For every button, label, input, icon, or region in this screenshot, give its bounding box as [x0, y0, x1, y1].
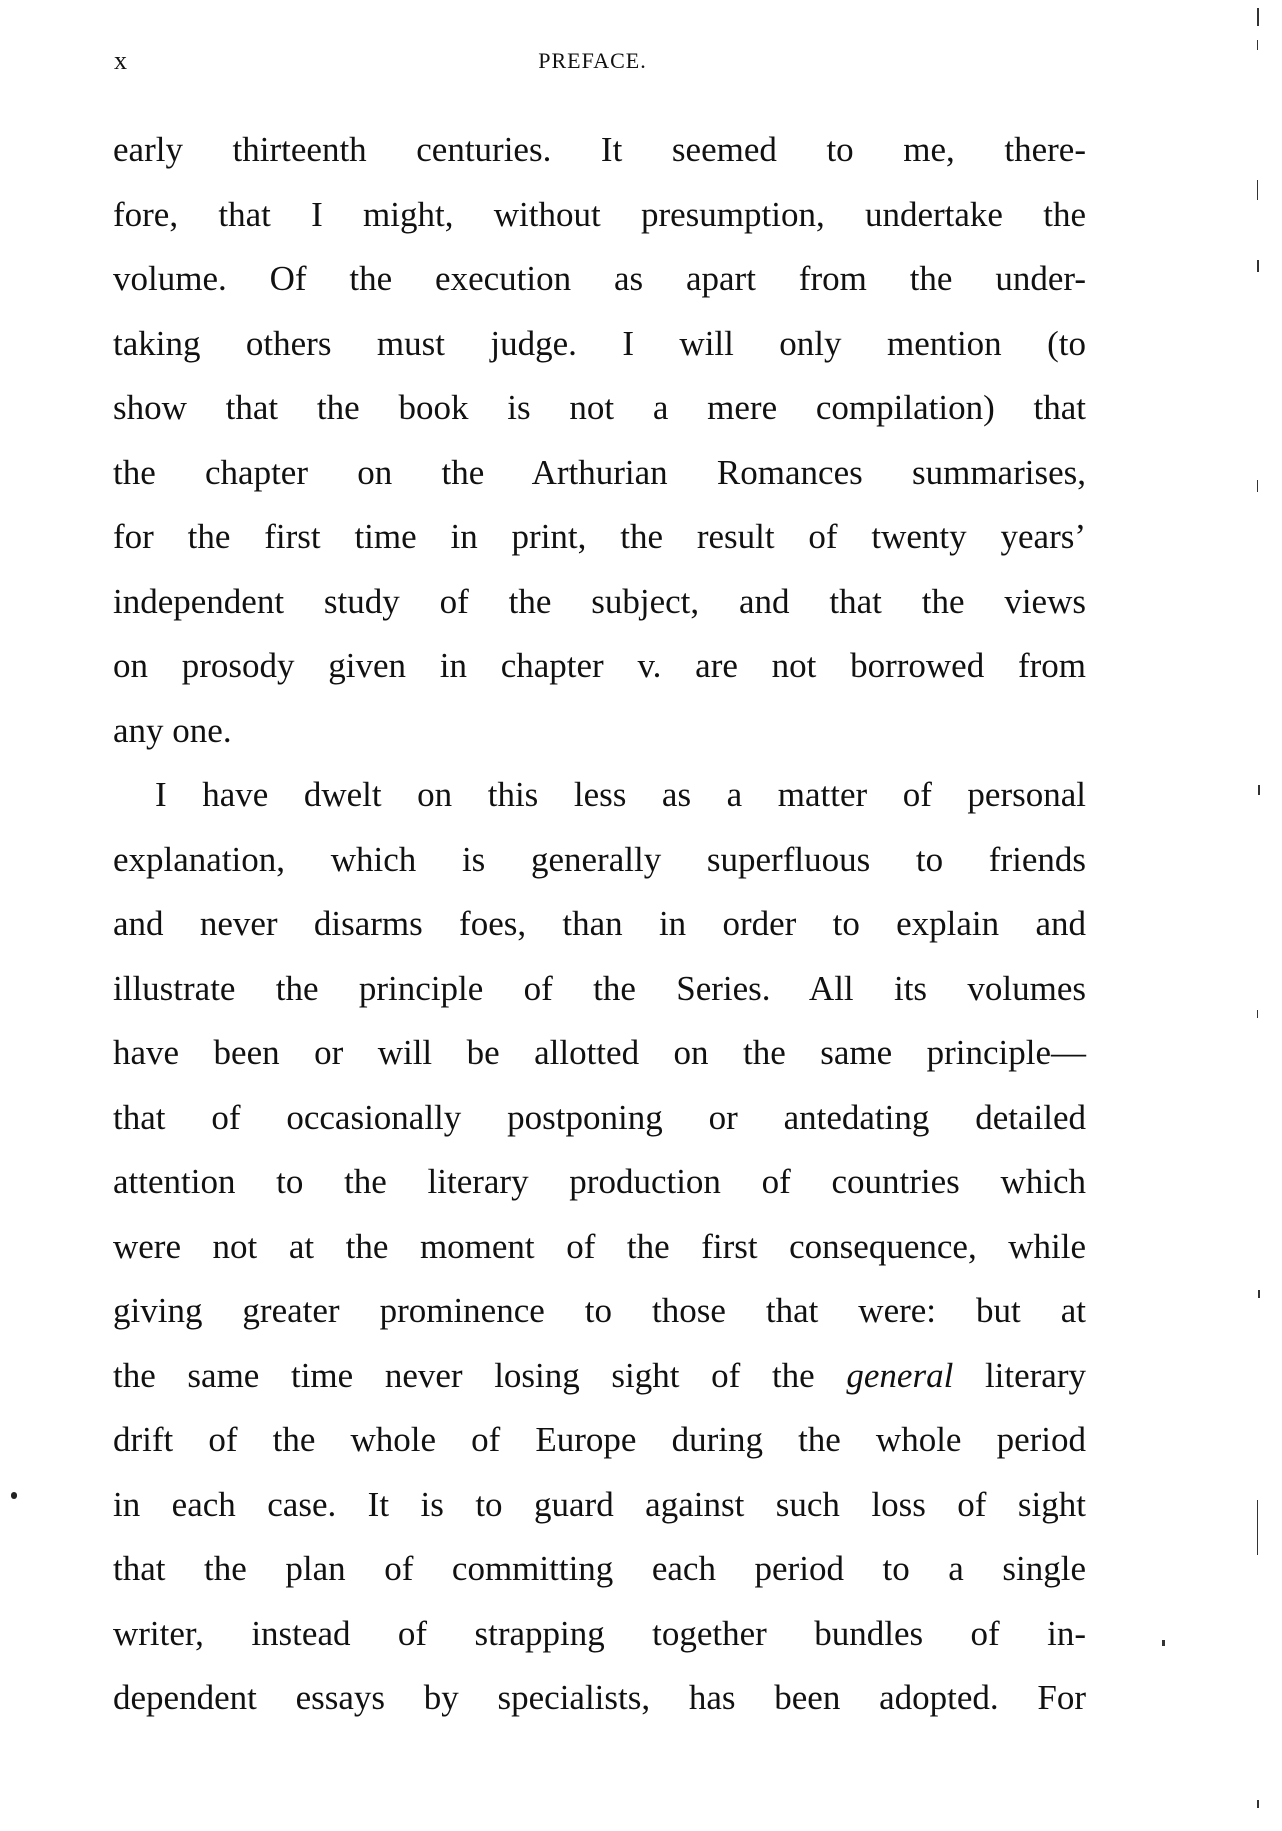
text-line: the chapter on the Arthurian Romances summarises,	[113, 452, 1086, 492]
scan-speck	[1258, 785, 1260, 795]
text-line: show that the book is not a mere compilation) that	[113, 388, 1086, 427]
scan-speck	[1162, 1640, 1165, 1646]
text-line: and never disarms foes, than in order to explain and	[113, 904, 1086, 943]
text-line: were not at the moment of the first consequence, while	[113, 1226, 1086, 1266]
scan-speck	[1257, 1010, 1258, 1018]
running-head	[100, 46, 1085, 86]
scan-speck	[11, 1492, 17, 1499]
scan-edge-right	[1252, 0, 1282, 1831]
text-line: that the plan of committing each period to a single	[113, 1549, 1086, 1588]
text-line-paragraph-end: any one.	[113, 710, 232, 750]
running-title: PREFACE.	[538, 48, 647, 73]
text-run: the same time never losing sight of the	[113, 1355, 847, 1395]
page-number: x	[114, 46, 128, 75]
text-line: taking others must judge. I will only mention (to	[113, 323, 1086, 363]
body-text	[113, 118, 1086, 1731]
scan-speck	[1257, 480, 1258, 492]
text-line: dependent essays by specialists, has been adopted. For	[113, 1678, 1086, 1717]
scan-speck	[1257, 260, 1259, 272]
text-line: volume. Of the execution as apart from the under-	[113, 259, 1086, 298]
text-line: on prosody given in chapter v. are not borrowed from	[113, 646, 1086, 685]
text-line: drift of the whole of Europe during the whole period	[113, 1420, 1086, 1459]
text-line: for the first time in print, the result of twenty years’	[113, 517, 1086, 556]
text-line: fore, that I might, without presumption, undertake the	[113, 194, 1086, 234]
text-line-with-italic	[113, 1344, 1086, 1409]
scan-speck	[1257, 1800, 1259, 1808]
text-line: writer, instead of strapping together bundles of in-	[113, 1613, 1086, 1653]
text-line: independent study of the subject, and that the views	[113, 581, 1086, 621]
scan-speck	[1257, 40, 1258, 50]
scan-edge-left	[0, 0, 6, 1831]
italic-emphasis: general	[846, 1355, 954, 1395]
text-line: in each case. It is to guard against such loss of sight	[113, 1484, 1086, 1524]
text-line: have been or will be allotted on the same principle—	[113, 1033, 1086, 1072]
text-line: attention to the literary production of countries which	[113, 1162, 1086, 1201]
text-run: literary	[953, 1355, 1087, 1395]
text-line: early thirteenth centuries. It seemed to me, there-	[113, 130, 1086, 169]
scan-speck	[1257, 180, 1258, 200]
text-line: illustrate the principle of the Series. All its volumes	[113, 968, 1086, 1008]
scan-speck	[1257, 1500, 1258, 1555]
text-line: that of occasionally postponing or antedating detailed	[113, 1097, 1086, 1137]
scan-speck	[1258, 1290, 1260, 1298]
text-line: explanation, which is generally superfluous to friends	[113, 839, 1086, 879]
text-line-paragraph-start: I have dwelt on this less as a matter of personal	[155, 775, 1086, 814]
scan-speck	[1257, 8, 1259, 26]
text-line: giving greater prominence to those that were: but at	[113, 1291, 1086, 1330]
